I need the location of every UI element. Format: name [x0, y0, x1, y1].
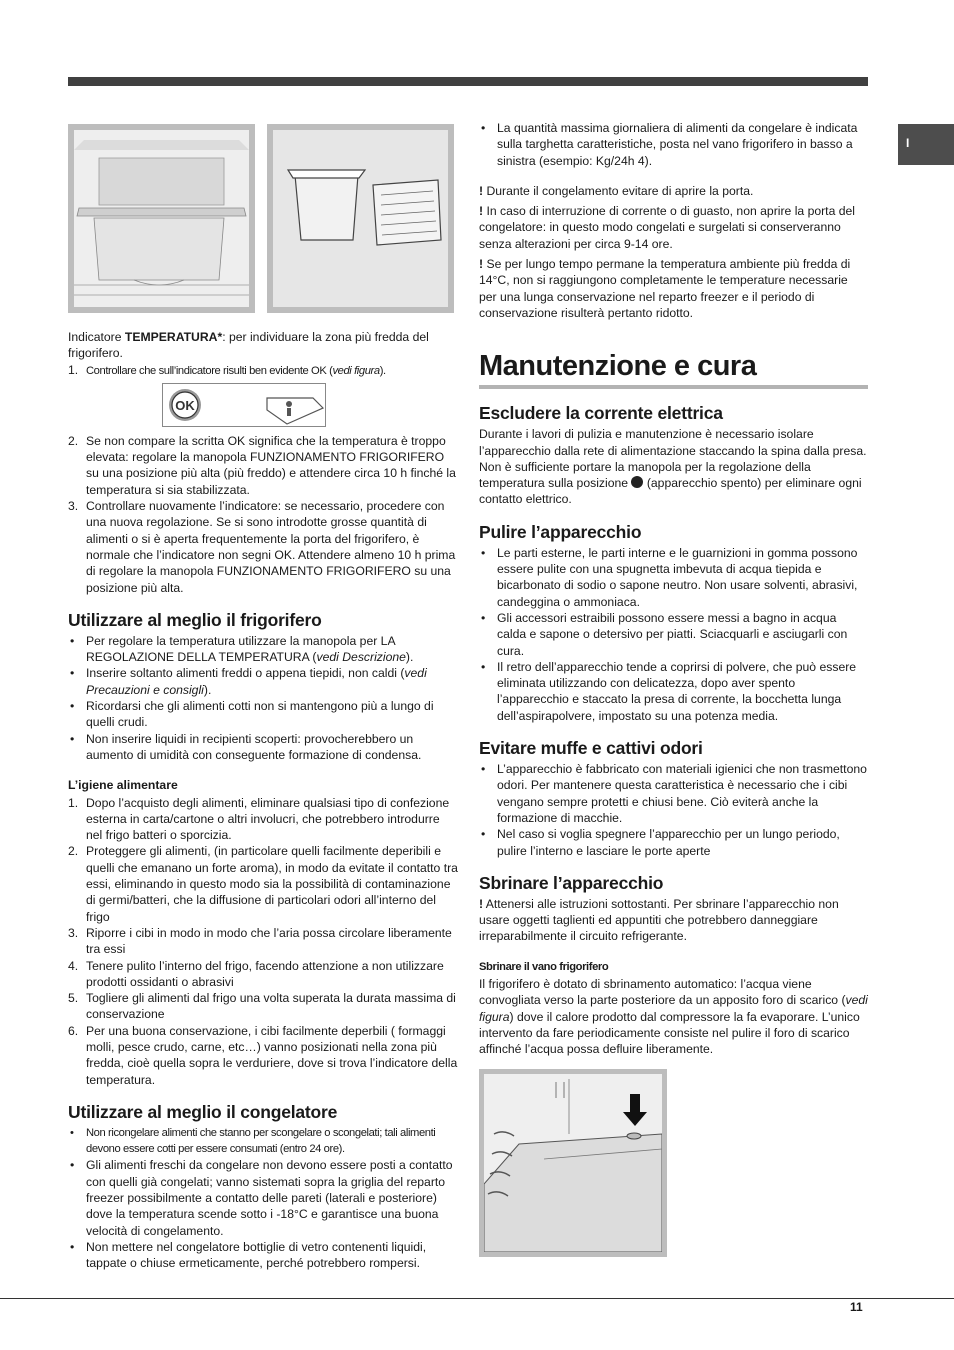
indicator-steps-first	[68, 362, 458, 379]
food-hygiene-heading: L’igiene alimentare	[68, 778, 178, 793]
list-item: 1. Controllare che sull’indicatore risulti ben evidente OK (vedi figura).	[68, 362, 386, 377]
list-item: 3. Riporre i cibi in modo in modo che l’aria possa circolare liberamente tra essi	[68, 925, 452, 957]
drain-hole-icon	[627, 1133, 641, 1139]
indicator-steps-rest	[68, 433, 458, 596]
list-item: • Non mettere nel congelatore bottiglie di vetro contenenti liquidi, tappate o chiuse ermeticamente, perché potrebbero rompersi.	[68, 1239, 458, 1272]
crisper-drawer-illustration	[68, 124, 255, 313]
ice-tray-illustration	[267, 124, 454, 313]
ok-indicator-figure	[162, 383, 326, 427]
list-item: • Le parti esterne, le parti interne e le guarnizioni in gomma possono essere pulite con una spugnetta imbevuta di acqua tiepida e bicarbonato di sodio o sapone neutro. Non usare solventi, abrasivi, candeggina o ammoniaca.	[479, 545, 868, 610]
footer-rule	[0, 1298, 954, 1299]
warning-note: ! In caso di interruzione di corrente o di guasto, non aprire la porta del congelatore: in questo modo congelati e surgelati si conserveranno senza alterazioni per circa 9-14 ore.	[479, 204, 856, 251]
list-item: 2. Se non compare la scritta OK significa che la temperatura è troppo elevata: regolare la manopola FUNZIONAMENTO FRIGORIFERO su una posizione più alta (più freddo) e attendere circa 10 h finché la temperatura si sia stabilizzata.	[68, 433, 456, 497]
list-item: • Il retro dell’apparecchio tende a coprirsi di polvere, che può essere eliminata utilizzando con delicatezza, dopo aver spento l’apparecchio e staccato la presa di corrente, la bocchetta lunga dell’aspirapolvere, impostato su una potenza media.	[479, 659, 868, 724]
list-item: • Non ricongelare alimenti che stanno per scongelare o scongelati; tali alimenti devono essere cotti per essere consumati (entro 24 ore).	[68, 1125, 458, 1158]
exclamation-icon: !	[479, 204, 484, 219]
list-item: • La quantità massima giornaliera di alimenti da congelare è indicata sulla targhetta caratteristiche, posta nel vano frigorifero in basso a sinistra (esempio: Kg/24h 4).	[479, 120, 868, 169]
language-tab: I	[898, 124, 954, 165]
drain-hole-illustration	[479, 1069, 667, 1257]
defrost-fridge-subheading: Sbrinare il vano frigorifero	[479, 960, 609, 973]
page-number: 11	[850, 1300, 863, 1314]
left-column	[68, 124, 458, 1272]
power-off-position-icon	[631, 476, 643, 488]
warning-note: ! Durante il congelamento evitare di aprire la porta.	[479, 183, 754, 198]
exclamation-icon: !	[479, 183, 484, 198]
list-item: • Per regolare la temperatura utilizzare la manopola per LA REGOLAZIONE DELLA TEMPERATURA (vedi Descrizione).	[68, 633, 458, 666]
list-item: 4. Tenere pulito l’interno del frigo, facendo attenzione a non utilizzare prodotti ossidanti o abrasivi	[68, 958, 444, 989]
fridge-usage-heading: Utilizzare al meglio il frigorifero	[68, 609, 322, 630]
list-item: • Gli accessori estraibili possono essere messi a bagno in acqua calda e sapone o detersivo per piatti. Sciacquarli e asciugarli con cura.	[479, 610, 868, 659]
list-item: 6. Per una buona conservazione, i cibi facilmente deperbili ( formaggi molli, pesce crudo, carne, etc…) vanno posizionati nella zona più fredda, cioè quella sopra le verduriere, dove si trova l’indicatore della temperatura.	[68, 1023, 458, 1087]
list-item: • Inserire soltanto alimenti freddi o appena tiepidi, non caldi (vedi Precauzioni e consigli).	[68, 665, 458, 698]
temperature-indicator-icon	[267, 398, 323, 424]
list-item: 3. Controllare nuovamente l’indicatore: se necessario, procedere con una nuova regolazione. Se si sono introdotte grosse quantità di alimenti o si è aperta frequentemente la porta del frigorifero, è normale che l’indicatore non segni OK. Attendere almeno 10 h prima di regolare la manopola FUNZIONAMENTO FRIGORIFERO su una posizione più alta.	[68, 499, 456, 595]
power-off-text: Durante i lavori di pulizia e manutenzione è necessario isolare l’apparecchio dalla rete di alimentazione staccando la spina dalla presa. Non è sufficiente portare la manopola per la regolazione della temperatura sulla posizione (apparecchio spento) per eliminare ogni contatto elettrico.	[479, 427, 867, 507]
cleaning-heading: Pulire l’apparecchio	[479, 521, 642, 542]
top-rule	[68, 77, 868, 86]
list-item: • Nel caso si voglia spegnere l’apparecchio per un lungo periodo, pulire l’interno e lasciare le porte aperte	[479, 826, 868, 859]
indicator-intro: Indicatore TEMPERATURA*: per individuare la zona più fredda del frigorifero.	[68, 330, 429, 361]
freezer-usage-list	[68, 1125, 458, 1272]
food-hygiene-list	[68, 795, 458, 1088]
warning-note: ! Se per lungo tempo permane la temperatura ambiente più fredda di 14°C, non si raggiungono completamente le temperature necessarie per una lunga conservazione nel reparto freezer e il periodo di conservazione risulterà pertanto ridotto.	[479, 257, 851, 320]
list-item: • Non inserire liquidi in recipienti scoperti: provocherebbero un aumento di umidità con conseguente formazione di condensa.	[68, 731, 458, 764]
defrost-fridge-text: Il frigorifero è dotato di sbrinamento automatico: l’acqua viene convogliata verso la parte posteriore da un apposito foro di scarico (vedi figura) dove il calore prodotto dal compressore la fa evaporare. L’unico intervento da fare periodicamente consiste nel pulire il foro di scarico affinché l’acqua possa defluire liberamente.	[479, 976, 868, 1057]
exclamation-icon: !	[479, 257, 484, 272]
defrost-note: ! Attenersi alle istruzioni sottostanti. Per sbrinare l’apparecchio non usare oggetti taglienti ed appuntiti che potrebbero danneggiare irreparabilmente il circuito refrigerante.	[479, 896, 839, 944]
exclamation-icon: !	[479, 896, 484, 911]
list-item: • Ricordarsi che gli alimenti cotti non si mantengono più a lungo di quelli crudi.	[68, 698, 458, 731]
defrost-heading: Sbrinare l’apparecchio	[479, 872, 664, 893]
list-item: • L’apparecchio è fabbricato con materiali igienici che non trasmettono odori. Per mantenere questa caratteristica è necessario che i cibi vengano sempre protetti e chiusi bene. Ciò eviterà anche la formazione di macchie.	[479, 761, 868, 826]
mold-odors-heading: Evitare muffe e cattivi odori	[479, 738, 703, 759]
cleaning-list	[479, 545, 868, 724]
maintenance-title: Manutenzione e cura	[479, 350, 757, 383]
power-off-heading: Escludere la corrente elettrica	[479, 403, 723, 424]
fridge-usage-list	[68, 633, 458, 763]
list-item: 5. Togliere gli alimenti dal frigo una volta superata la durata massima di conservazione	[68, 991, 456, 1022]
ok-label: OK	[175, 397, 195, 413]
title-underline	[479, 385, 868, 389]
list-item: 2. Proteggere gli alimenti, (in particolare quelli facilmente deperibili e quelli che emanano un forte aroma), in modo da evitate il contatto tra essi, eliminando in questo modo sia la possibilità di contaminazione di germi/batteri, che la diffusione di particolari odori all’interno del frigo	[68, 844, 458, 924]
freezer-usage-heading: Utilizzare al meglio il congelatore	[68, 1101, 338, 1122]
figure-row	[68, 124, 458, 313]
list-item: 1. Dopo l’acquisto degli alimenti, eliminare qualsiasi tipo di confezione esterna in carta/cartone o altri involucri, che potrebbero introdurre nel frigo batteri o sporcizia.	[68, 795, 450, 843]
list-item: • Gli alimenti freschi da congelare non devono essere posti a contatto con quelli già congelati; vanno sistemati sopra la griglia del reparto freezer possibilmente a contatto delle pareti (laterali e posteriore) dove la temperatura scende sotto i -18°C e garantisce una buona velocità di congelamento.	[68, 1157, 458, 1238]
freezer-capacity-list	[479, 120, 868, 169]
mold-odors-list	[479, 761, 868, 859]
right-column	[479, 120, 868, 1257]
